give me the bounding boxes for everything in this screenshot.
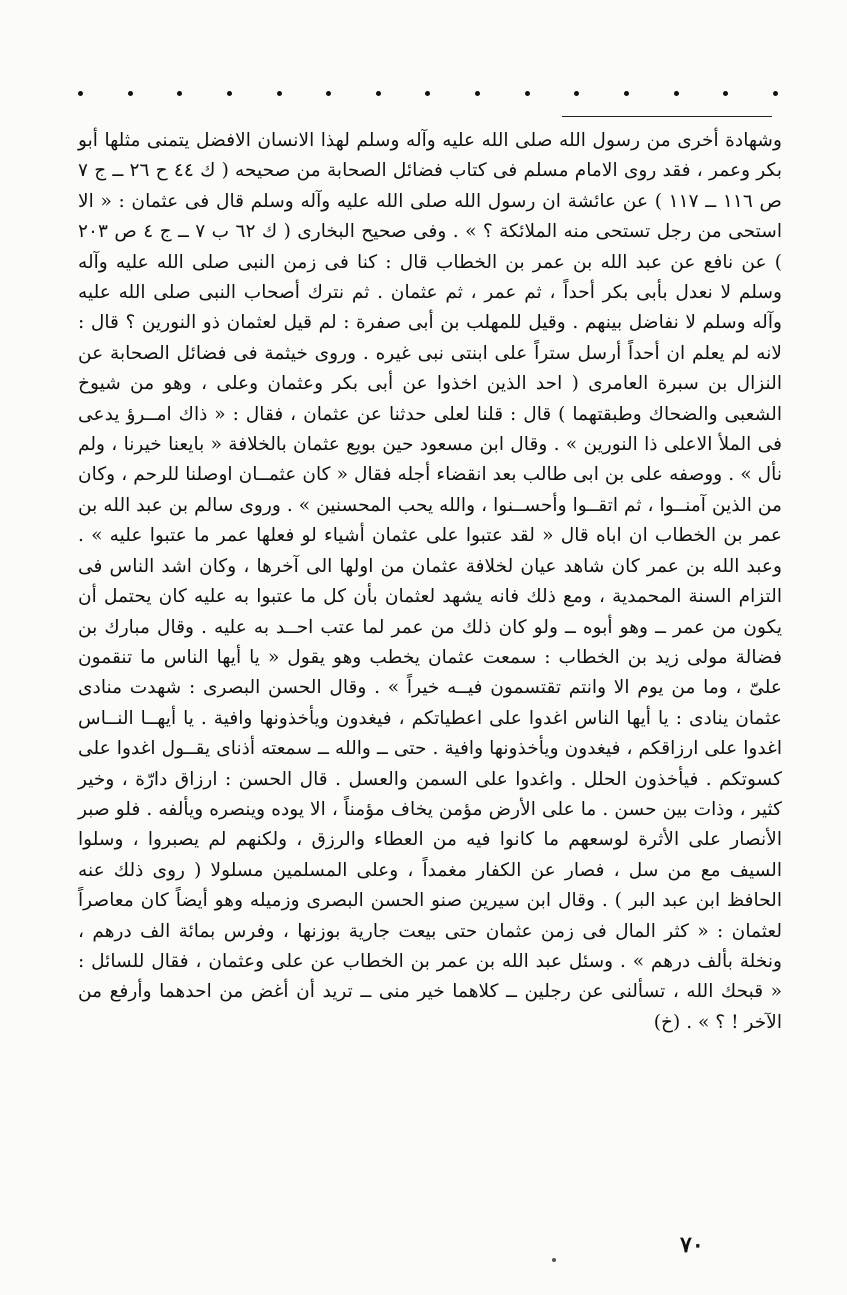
ornament-dot	[425, 91, 430, 96]
ornament-dot	[525, 91, 530, 96]
ornament-dot	[326, 91, 331, 96]
ornament-dot	[78, 91, 83, 96]
ornament-dot	[674, 91, 679, 96]
footnote-rule	[562, 116, 772, 117]
main-paragraph: وشهادة أخرى من رسول الله صلى الله عليه وآله وسلم لهذا الانسان الافضل يتمنى مثلها أبو بكر وعمر ، فقد روى الامام مسلم فى كتاب فضائل الصحابة من صحيحه ( ك ٤٤ ح ٢٦ ــ ج ٧ ص ١١٦ ــ ١١٧ ) عن عائشة ان رسول الله صلى الله عليه وآله وسلم قال فى عثمان : « الا استحى من رجل تستحى منه الملائكة ؟ » . وفى صحيح البخارى ( ك ٦٢ ب ٧ ــ ج ٤ ص ٢٠٣ ) عن نافع عن عبد الله بن عمر بن الخطاب قال : كنا فى زمن النبى صلى الله عليه وآله وسلم لا نعدل بأبى بكر أحداً ، ثم عمر ، ثم عثمان . ثم نترك أصحاب النبى صلى الله عليه وآله وسلم لا نفاضل بينهم . وقيل للمهلب بن أبى صفرة : لم قيل لعثمان ذو النورين ؟ قال : لانه لم يعلم ان أحداً أرسل ستراً على ابنتى نبى غيره . وروى خيثمة فى فضائل الصحابة عن النزال بن سبرة العامرى ( احد الذين اخذوا عن أبى بكر وعثمان وعلى ، وهو من شيوخ الشعبى والضحاك وطبقتهما ) قال : قلنا لعلى حدثنا عن عثمان ، فقال : « ذاك امــرؤ يدعى فى الملأ الاعلى ذا النورين » . وقال ابن مسعود حين بويع عثمان بالخلافة « بايعنا خيرنا ، ولم نأل » . ووصفه على بن ابى طالب بعد انقضاء أجله فقال « كان عثمــان اوصلنا للرحم ، وكان من الذين آمنــوا ، ثم اتقــوا وأحســنوا ، والله يحب المحسنين » . وروى سالم بن عبد الله بن عمر بن الخطاب ان اباه قال « لقد عتبوا على عثمان أشياء لو فعلها عمر ما عتبوا عليه » . وعبد الله بن عمر كان شاهد عيان لخلافة عثمان من اولها الى آخرها ، وكان اشد الناس فى التزام السنة المحمدية ، ومع ذلك فانه يشهد لعثمان بأن كل ما عتبوا به عليه كان يحتمل أن يكون من عمر ــ وهو أبوه ــ ولو كان ذلك من عمر لما عتب احــد به عليه . وقال مبارك بن فضالة مولى زيد بن الخطاب : سمعت عثمان يخطب وهو يقول « يا أيها الناس ما تنقمون علىّ ، وما من يوم الا وانتم تقتسمون فيــه خيراً » . وقال الحسن البصرى : شهدت منادى عثمان ينادى : يا أيها الناس اغدوا على اعطياتكم ، فيغدون ويأخذونها وافية . يا أيهــا النــاس اغدوا على ارزاقكم ، فيغدون ويأخذونها وافية . حتى ــ والله ــ سمعته أذناى يقــول اغدوا على كسوتكم . فيأخذون الحلل . واغدوا على السمن والعسل . قال الحسن : ارزاق دارّة ، وخير كثير ، وذات بين حسن . ما على الأرض مؤمن يخاف مؤمناً ، الا يوده وينصره ويألفه . فلو صبر الأنصار على الأثرة لوسعهم ما كانوا فيه من العطاء والرزق ، ولكنهم لم يصبروا ، وسلوا السيف مع من سل ، فصار عن الكفار مغمداً ، وعلى المسلمين مسلولا ( روى ذلك عنه الحافظ ابن عبد البر ) . وقال ابن سيرين صنو الحسن البصرى وزميله وهو أيضاً كان معاصراً لعثمان : « كثر المال فى زمن عثمان حتى بيعت جارية بوزنها ، وفرس بمائة الف درهم ، ونخلة بألف درهم » . وسئل عبد الله بن عمر بن الخطاب عن على وعثمان ، فقال للسائل : « قبحك الله ، تسألنى عن رجلين ــ كلاهما خير منى ــ تريد أن أغض من احدهما وأرفع من الآخر ! ؟ » . (خ)	[78, 130, 782, 1033]
ornament-dot	[723, 91, 728, 96]
ornament-dot	[773, 91, 778, 96]
body-text	[78, 126, 782, 1038]
ornament-dot	[177, 91, 182, 96]
ornament-dot	[574, 91, 579, 96]
ornament-dot	[624, 91, 629, 96]
ornament-dot	[277, 91, 282, 96]
page-number: ٧٠	[680, 1232, 704, 1258]
ornament-dot	[475, 91, 480, 96]
scan-speck	[552, 1258, 556, 1262]
ornament-dot	[227, 91, 232, 96]
ornamental-dot-row	[78, 90, 778, 96]
ornament-dot	[376, 91, 381, 96]
ornament-dot	[128, 91, 133, 96]
